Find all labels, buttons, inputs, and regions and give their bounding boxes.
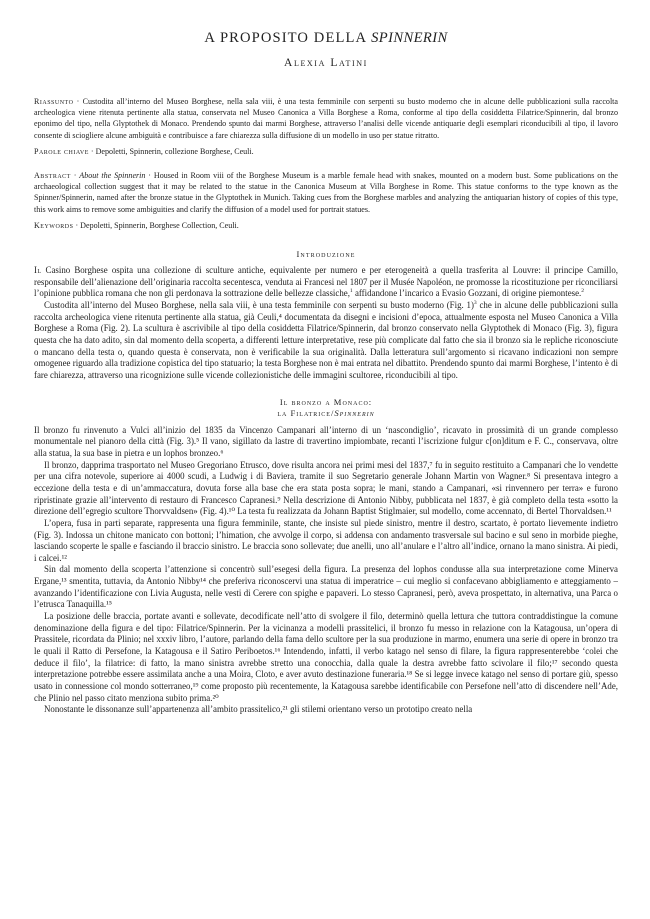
parole-chiave <box>34 146 618 157</box>
section-heading-introduzione: Introduzione <box>296 249 356 260</box>
riassunto-text: · Custodita all’interno del Museo Borghese, nella sala viii, è una testa femminile con serpenti su busto moderno che in alcune delle pubblicazioni sulla raccolta archeologica viene ritenuta pertinente alla statua, conservata nel Museo Canonica a Villa Borghese a Roma, conforme al tipo della cosiddetta Filatrice/Spinnerin, dal bronzo eponimo del tipo, nella Glyptothek di Monaco. Prendendo spunto dai marmi Borghese, attraverso l’analisi delle vicende antiquarie degli esemplari riconducibili al tipo, il lavoro consente di sciogliere alcune ambiguità e contribuisce a fare chiarezza sulla diffusione di un modello in uso per statue ritratto. <box>34 97 618 140</box>
section-heading-line1: Il bronzo a Monaco: <box>279 396 373 407</box>
parole-chiave-label: Parole chiave <box>34 146 89 156</box>
paragraph: La posizione delle braccia, portate avanti e sollevate, decodificate nell’atto di svolgere il filo, determinò quella lettura che tuttora contraddistingue la comune denominazione della figura e del tipo: Filatrice/Spinnerin. Per la vicinanza a modelli prassitelici, il bronzo fu messo in relazione con la Katagousa, un’opera di Prassitele, ricordata da Plinio; nel xxxiv libro, l’autore, parlando della fama dello scultore per la sua produzione in marmo, enumera una serie di opere in bronzo tra le quali il Ratto di Persefone, la Katagousa e il Satiro Periboetos.¹⁶ Intendendo, infatti, il verbo katago nel senso di filare, la figura rappresenterebbe ‘colei che deduce il filo’, la filatrice: di fatto, la mano sinistra avrebbe stretto una conocchia, dalla quale la destra avrebbe fatto scivolare il filo;¹⁷ secondo questa interpretazione potrebbe essere assimilata anche a una Moira, Cloto, e aver avuto destinazione funeraria.¹⁸ Se si legge invece katago nel senso di portare giù, spesso usato in connessione col mondo sotterraneo,¹⁹ come proposto più recentemente, la Katagousa sarebbe identificabile con Persefone nell’atto di discendere nell’Ade, che Plinio nel passo citato menziona subito prima.²⁰ <box>34 611 618 703</box>
footnote-ref[interactable]: 2 <box>581 288 585 295</box>
article-title-italic: SPINNERIN <box>371 30 448 46</box>
keywords-text: · Depoletti, Spinnerin, Borghese Collection, Ceuli. <box>73 220 239 230</box>
paragraph: Nonostante le dissonanze sull’appartenenza all’ambito prassitelico,²¹ gli stilemi orientano verso un prototipo creato nella <box>44 704 473 715</box>
section-heading-line2-italic: Spinnerin <box>334 407 375 418</box>
section-introduzione-body <box>34 265 618 382</box>
keywords-label: Keywords <box>34 220 74 230</box>
footnote-ref[interactable]: 3 <box>473 300 477 307</box>
keywords <box>34 220 618 231</box>
section-heading-line2 <box>34 408 618 419</box>
paragraph-text: Casino Borghese ospita una collezione di sculture antiche, equivalente per numero e per eterogeneità a quella trasferita al Louvre: il principe Camillo, responsabile dell’alienazione dell’originaria raccolta secentesca, venduta ai Francesi nel 1807 per il Musée Napoléon, ne promosse la ricostituzione per riconciliarsi l’opinione pubblica romana che non gli perdonava la sottrazione delle bellezze classiche, <box>34 265 618 299</box>
dropcap: Il <box>34 265 42 276</box>
section-bronzo-body <box>34 425 618 716</box>
article-title-text: A PROPOSITO DELLA <box>204 30 372 46</box>
paragraph: Il bronzo fu rinvenuto a Vulci all’inizio del 1835 da Vincenzo Campanari all’interno di un ‘nascondiglio’, ricavato in prossimità di un grande complesso monumentale nel pianoro della città (Fig. 3).⁵ Il vano, sigillato da lastre di travertino impiombate, recanti l’iscrizione fulgur c[on]ditum e F. C., conservava, oltre alla statua, la sua base in pietra e un lophos bronzeo.⁶ <box>34 424 618 458</box>
abstract-label: Abstract <box>34 171 71 181</box>
abstract-title: About the Spinnerin <box>79 171 146 181</box>
paragraph: Sin dal momento della scoperta l’attenzione si concentrò sull’esegesi della figura. La presenza del lophos condusse alla sua interpretazione come Minerva Ergane,¹³ smentita, tuttavia, da Antonio Nibby¹⁴ che preferiva riconoscervi una statua di imperatrice – cui meglio si confacevano abbigliamento e atteggiamento – avanzando l’identificazione con Livia Augusta, nelle vesti di Cerere con spighe e papaveri. Lo stesso Capranesi, però, aveva prospettato, in alternativa, una Parca o l’etrusca Tanaquilla.¹⁵ <box>34 564 618 610</box>
article-author: Alexia Latini <box>284 57 368 69</box>
riassunto <box>34 96 618 141</box>
paragraph-text: affidandone l’incarico a Evasio Gozzani, di origine piemontese. <box>352 288 582 299</box>
article-page <box>34 22 618 716</box>
riassunto-label: Riassunto <box>34 97 74 106</box>
section-heading-line2-text: la Filatrice/ <box>277 407 335 418</box>
section-heading-bronzo <box>34 397 618 419</box>
paragraph-text: che in alcune delle pubblicazioni sulla raccolta archeologica viene ritenuta pertinente alla statua, già Ceuli,⁴ documentata da disegni e incisioni d’epoca, attualmente esposta nel Museo Canonica a Villa Borghese a Roma (Fig. 2). La scultura è ascrivibile al tipo della cosiddetta Filatrice/Spinnerin, dal bronzo conservato nella Glyptothek di Monaco (Fig. 3), figura questa che ha dato adito, sin dal momento della scoperta, a differenti letture interpretative, rese più complicate dal fatto che sia il bronzo sia le repliche riconosciute o mancano della testa o, quando questa è conservata, non è verificabile la sua originalità. Dalla letteratura sull’argomento si ricavano indicazioni non sempre omogenee riguardo alla tradizione copistica del tipo statuario; la testa Borghese non è mai entrata nel dibattito. Prendendo spunto dai marmi Borghese, l’intento è di fare chiarezza, attraverso una ricognizione sulle vicende collezionistiche delle immagini scultoree, riconducibili al tipo. <box>34 300 618 380</box>
paragraph: Il bronzo, dapprima trasportato nel Museo Gregoriano Etrusco, dove risulta ancora nei primi mesi del 1837,⁷ fu in seguito restituito a Campanari che lo vendette per una cifra notevole, superiore ai 4000 scudi, a Ludwig i di Baviera, tramite il suo Segretario generale Johann Martin von Wagner.⁸ Si presentava integro a eccezione della testa e di un’ammaccatura, dovuta forse alla base che era stata posta sopra; le mani, stando a Campanari, «si rinvennero per terra» e furono ripristinate grazie all’intervento di restauro di Francesco Capranesi.⁹ Nella descrizione di Antonio Nibby, pubblicata nel 1837, è già completo della testa «sotto la direzione dell’egregio scultore Thorvvaldsen» (Fig. 4).¹⁰ La testa fu realizzata da Johann Baptist Stiglmaier, sul modello, come accennato, di Bertel Thorvaldsen.¹¹ <box>34 459 618 517</box>
article-title <box>34 30 618 47</box>
paragraph <box>34 265 618 300</box>
parole-chiave-text: · Depoletti, Spinnerin, collezione Borghese, Ceuli. <box>88 146 254 156</box>
abstract-en: Abstract · About the Spinnerin · Housed in Room viii of the Borghese Museum is a marble female head with snakes, mounted on a modern bust. Some publications on the archaeological collection suggest that it may be related to the statue in the Canonica Museum at Villa Borghese in Rome. This statue conforms to the type known as the Spinner/Spinnerin, named after the bronze statue in the Glyptothek in Munich. Taking cues from the Borghese marbles and analyzing the antiquarian history of copies of this type, this work aims to remove some ambiguities and clarify the diffusion of a model used for portrait statues. <box>34 171 618 214</box>
paragraph-text: Custodita all’interno del Museo Borghese, nella sala viii, è una testa femminile con serpenti su busto moderno (Fig. 1) <box>44 300 474 310</box>
footnote-ref[interactable]: 1 <box>349 288 353 295</box>
paragraph <box>34 300 618 382</box>
abstract-text: · Housed in Room viii of the Borghese Museum is a marble female head with snakes, mounted on a modern bust. Some publications on the archaeological collection suggest that it may be related to the statue in the Canonica Museum at Villa Borghese in Rome. This statue conforms to the type known as the Spinner/Spinnerin, named after the bronze statue in the Glyptothek in Munich. Taking cues from the Borghese marbles and analyzing the antiquarian history of copies of this type, this work aims to remove some ambiguities and clarify the diffusion of a model used for portrait statues. <box>34 171 618 214</box>
paragraph: L’opera, fusa in parti separate, rappresenta una figura femminile, stante, che insiste sul piede sinistro, mentre il destro, scartato, è portato lievemente indietro (Fig. 3). Indossa un chitone manicato con bottoni; l’himation, che avvolge il corpo, si addensa con andamento trasversale sul bacino e sul seno in morbide pieghe, lasciando scoperte le spalle e fasciando il braccio sinistro. Le braccia sono sollevate; due anelli, uno all’anulare e l’altro all’indice, ornano la mano sinistra. Ai piedi, i calcei.¹² <box>34 517 618 563</box>
